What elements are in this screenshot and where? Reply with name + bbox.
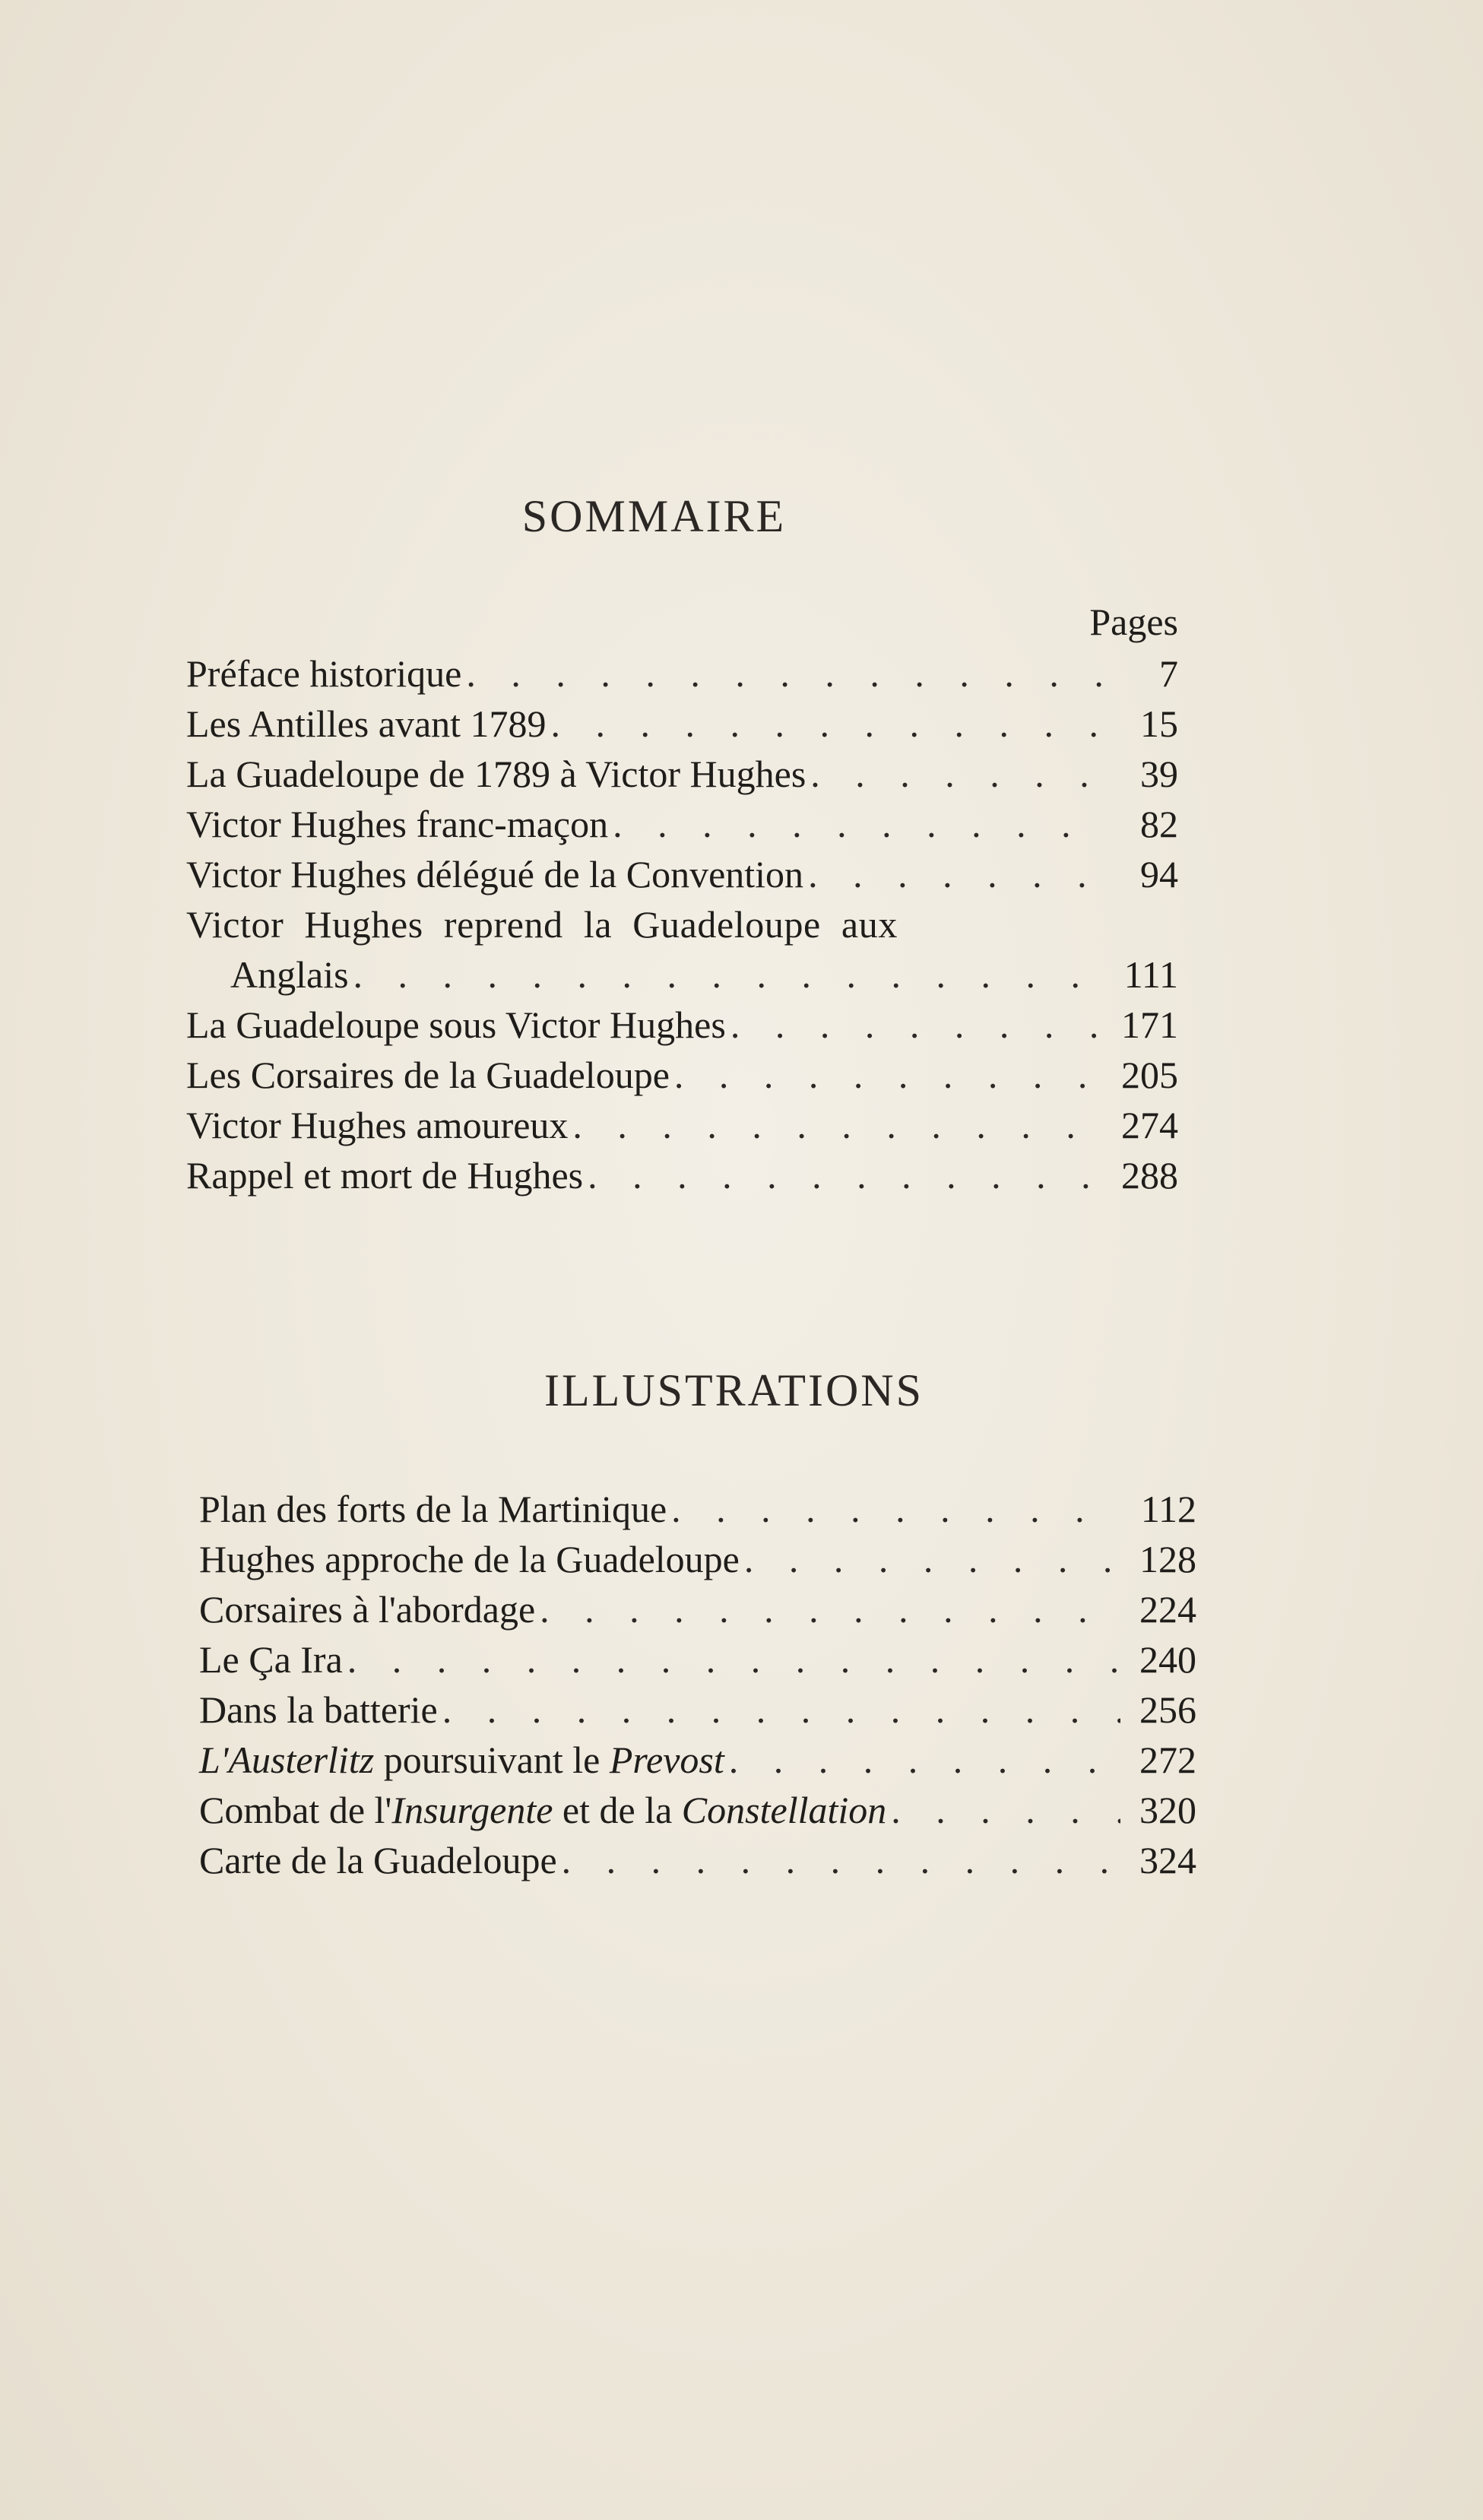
toc-entry	[186, 1000, 1178, 1050]
toc-entry-page: 288	[1121, 1154, 1178, 1197]
illustration-title-start: Combat de l'	[199, 1789, 392, 1831]
summary-table-of-contents	[186, 597, 1178, 1200]
illustration-entry	[199, 1534, 1196, 1584]
toc-entry-title: Rappel et mort de Hughes	[186, 1154, 584, 1197]
ship-name-italic: Constellation	[681, 1789, 887, 1831]
illustration-entry	[199, 1584, 1196, 1634]
toc-entry-title: Préface historique	[186, 652, 462, 695]
illustration-page: 256	[1139, 1688, 1196, 1731]
toc-entry-title: Les Corsaires de la Guadeloupe	[186, 1054, 670, 1096]
dot-leader	[891, 1785, 1120, 1835]
illustration-entry	[199, 1685, 1196, 1735]
illustration-title: Corsaires à l'abordage	[199, 1588, 536, 1631]
dot-leader	[551, 699, 1102, 749]
dot-leader	[674, 1050, 1102, 1100]
dot-leader	[729, 1735, 1120, 1785]
dot-leader	[562, 1835, 1120, 1885]
illustration-title-middle: poursuivant le	[374, 1739, 610, 1781]
illustration-entry	[199, 1634, 1196, 1685]
toc-entry	[186, 1150, 1178, 1200]
sommaire-heading: SOMMAIRE	[521, 491, 787, 541]
illustration-page: 324	[1139, 1839, 1196, 1881]
ship-name-italic: Prevost	[609, 1739, 724, 1781]
toc-entry-title: Victor Hughes délégué de la Convention	[186, 853, 804, 895]
toc-entry-page: 111	[1123, 953, 1178, 996]
illustration-title: Dans la batterie	[199, 1688, 438, 1731]
illustration-title	[199, 1735, 724, 1785]
toc-entry-page: 205	[1121, 1054, 1178, 1096]
toc-entry-first-line	[186, 899, 1178, 949]
illustration-page: 224	[1139, 1588, 1196, 1631]
toc-entry-page: 82	[1140, 803, 1178, 845]
dot-leader	[442, 1685, 1120, 1735]
ship-name-italic: L'Austerlitz	[199, 1739, 375, 1781]
toc-entry-page: 39	[1140, 753, 1178, 795]
toc-entry-page: 7	[1159, 652, 1178, 695]
illustration-page: 112	[1140, 1488, 1196, 1530]
illustration-entry	[199, 1835, 1196, 1885]
toc-entry-title: Anglais	[230, 953, 349, 996]
illustration-page: 240	[1139, 1638, 1196, 1681]
dot-leader	[744, 1534, 1120, 1584]
illustrations-heading: ILLUSTRATIONS	[544, 1365, 924, 1415]
illustration-page: 272	[1139, 1739, 1196, 1781]
dot-leader	[588, 1150, 1102, 1200]
toc-entry	[186, 1050, 1178, 1100]
illustration-page: 128	[1139, 1538, 1196, 1580]
toc-entry	[186, 849, 1178, 899]
dot-leader	[808, 849, 1102, 899]
toc-entry-title: La Guadeloupe sous Victor Hughes	[186, 1003, 726, 1046]
illustration-title: Carte de la Guadeloupe	[199, 1839, 557, 1881]
toc-entry	[186, 1100, 1178, 1150]
dot-leader	[353, 949, 1102, 1000]
illustration-page: 320	[1139, 1789, 1196, 1831]
ship-name-italic: Insurgente	[391, 1789, 553, 1831]
illustration-title-middle: et de la	[553, 1789, 682, 1831]
dot-leader	[540, 1584, 1120, 1634]
dot-leader	[671, 1484, 1120, 1534]
toc-entry	[186, 699, 1178, 749]
illustration-title: Hughes approche de la Guadeloupe	[199, 1538, 740, 1580]
illustration-title	[199, 1785, 886, 1835]
illustration-entry	[199, 1785, 1196, 1835]
dot-leader	[730, 1000, 1102, 1050]
dot-leader	[613, 799, 1102, 849]
toc-entry-page: 94	[1140, 853, 1178, 895]
dot-leader	[466, 648, 1102, 699]
toc-entry-title: Victor Hughes amoureux	[186, 1104, 569, 1146]
illustrations-list	[199, 1484, 1196, 1885]
illustration-title: Plan des forts de la Martinique	[199, 1488, 667, 1530]
dot-leader	[572, 1100, 1102, 1150]
toc-entry-page: 274	[1121, 1104, 1178, 1146]
toc-entry-title: Victor Hughes reprend la Guadeloupe aux	[186, 903, 898, 946]
toc-entry	[186, 749, 1178, 799]
dot-leader	[347, 1634, 1120, 1685]
toc-entry-page: 15	[1140, 702, 1178, 745]
illustration-entry	[199, 1735, 1196, 1785]
illustration-entry	[199, 1484, 1196, 1534]
toc-entry-title: La Guadeloupe de 1789 à Victor Hughes	[186, 753, 806, 795]
toc-entry	[186, 799, 1178, 849]
toc-entry-title: Les Antilles avant 1789	[186, 702, 547, 745]
illustration-title: Le Ça Ira	[199, 1638, 343, 1681]
pages-column-label: Pages	[1089, 601, 1178, 643]
toc-entry-page: 171	[1121, 1003, 1178, 1046]
toc-entry	[186, 648, 1178, 699]
toc-entry-title: Victor Hughes franc-maçon	[186, 803, 609, 845]
toc-entry	[186, 949, 1178, 1000]
dot-leader	[810, 749, 1102, 799]
